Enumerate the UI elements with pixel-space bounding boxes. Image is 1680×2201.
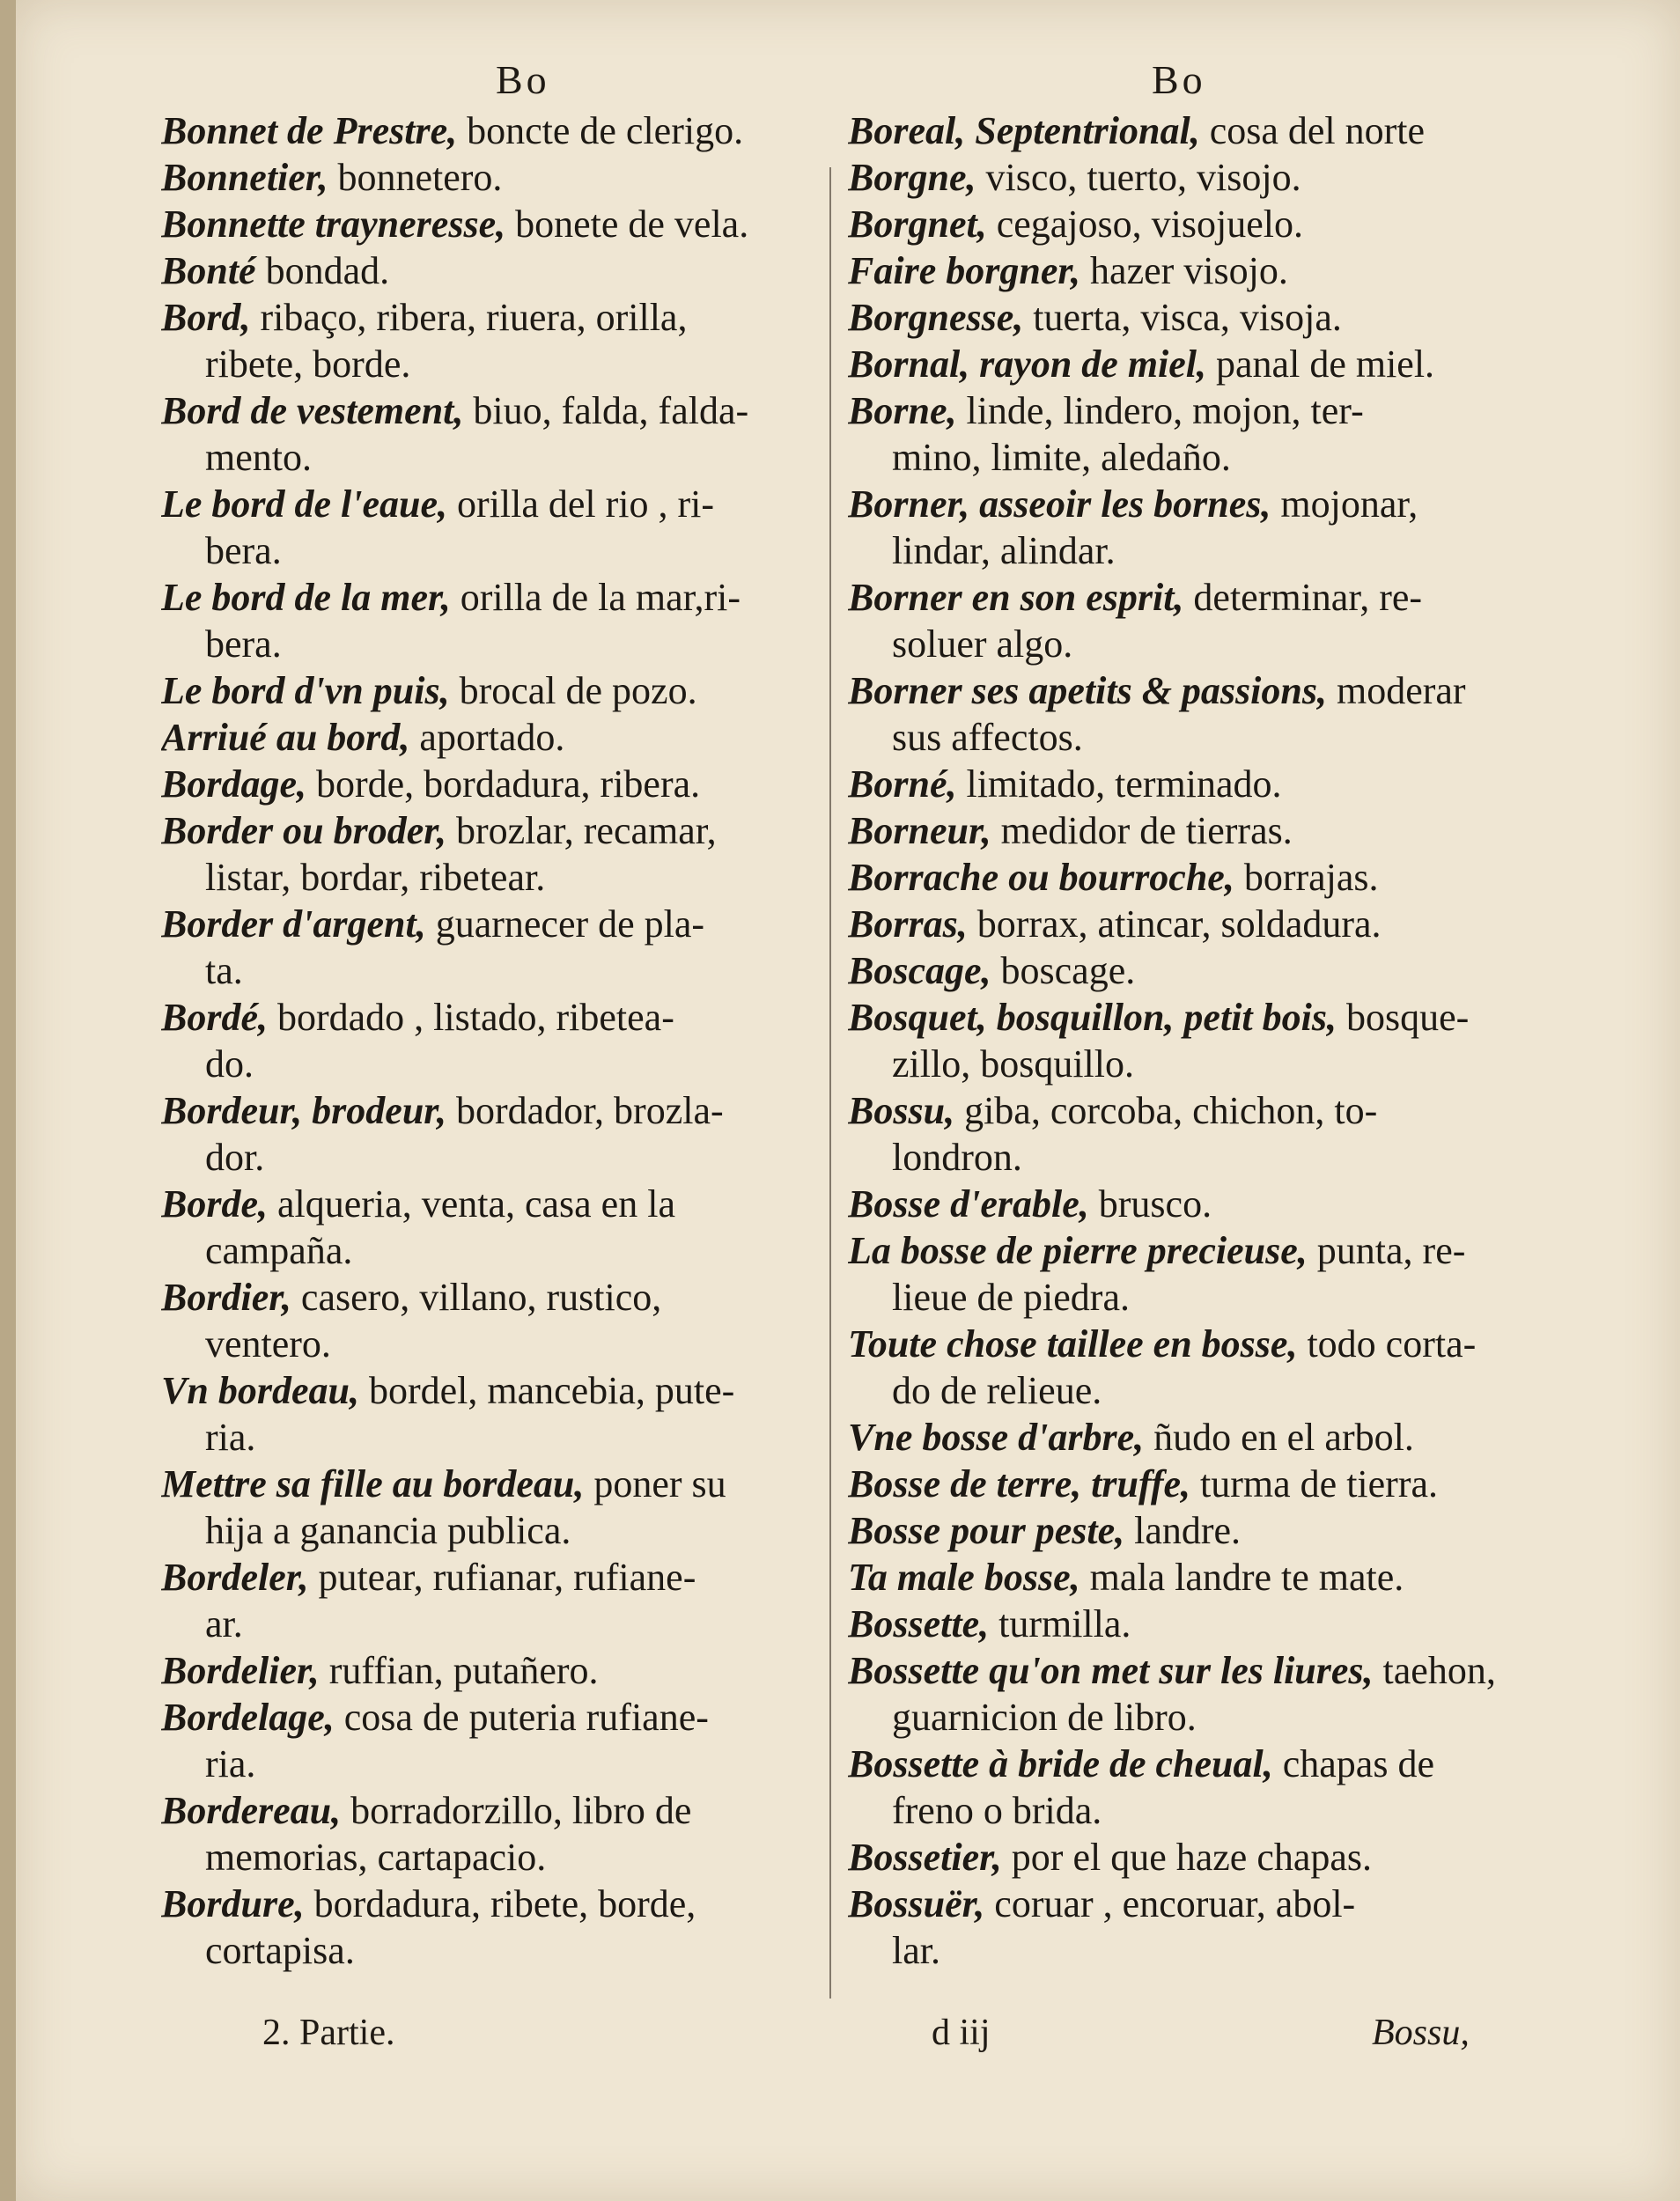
running-head-left: Bo xyxy=(496,57,550,102)
entry-translation: ria. xyxy=(205,1742,256,1785)
entry-continuation-line xyxy=(161,621,822,667)
entry-headword: Bonnetier, xyxy=(161,156,328,199)
dictionary-entry xyxy=(161,154,822,201)
dictionary-page xyxy=(16,0,1680,2201)
dictionary-entry xyxy=(848,154,1499,201)
entry-headword: Mettre sa fille au bordeau, xyxy=(161,1462,585,1505)
dictionary-entry xyxy=(848,1414,1499,1461)
entry-first-line xyxy=(161,761,822,807)
entry-first-line xyxy=(848,1601,1499,1647)
entry-headword: Bossette, xyxy=(848,1602,990,1645)
entry-first-line xyxy=(161,1694,822,1741)
entry-first-line xyxy=(161,247,822,294)
dictionary-entry xyxy=(161,1367,822,1461)
entry-headword: Borné, xyxy=(848,762,957,806)
entry-first-line xyxy=(848,1647,1499,1694)
entry-translation: boscage. xyxy=(1000,949,1136,992)
dictionary-entry xyxy=(848,1601,1499,1647)
entry-translation: casero, villano, rustico, xyxy=(300,1276,662,1319)
entry-first-line xyxy=(161,807,822,854)
entry-first-line xyxy=(848,341,1499,387)
entry-translation: lieue de piedra. xyxy=(892,1276,1130,1319)
entry-translation: bordado , listado, ribetea- xyxy=(277,996,674,1039)
entry-first-line xyxy=(848,947,1499,994)
dictionary-entry xyxy=(848,1461,1499,1507)
entry-first-line xyxy=(848,574,1499,621)
entry-translation: biuo, falda, falda- xyxy=(473,389,749,432)
entry-first-line xyxy=(161,667,822,714)
dictionary-entry xyxy=(848,1087,1499,1181)
entry-headword: Bossetier, xyxy=(848,1836,1002,1879)
entry-translation: do de relieue. xyxy=(892,1369,1102,1412)
dictionary-entry xyxy=(161,761,822,807)
entry-headword: Le bord de la mer, xyxy=(161,576,451,619)
footer-part: 2. Partie. xyxy=(262,2013,395,2053)
dictionary-entry xyxy=(848,341,1499,387)
dictionary-entry xyxy=(161,481,822,574)
dictionary-entry xyxy=(848,1881,1499,1974)
entry-continuation-line xyxy=(848,1041,1499,1087)
entry-headword: Bord de vestement, xyxy=(161,389,464,432)
entry-translation: bonete de vela. xyxy=(515,202,749,246)
entry-continuation-line xyxy=(161,1414,822,1461)
dictionary-entry xyxy=(848,1507,1499,1554)
entry-first-line xyxy=(848,1741,1499,1787)
dictionary-entry xyxy=(848,1181,1499,1227)
entry-first-line xyxy=(161,1274,822,1321)
dictionary-entry xyxy=(161,1181,822,1274)
entry-translation: bera. xyxy=(205,622,282,666)
entry-first-line xyxy=(848,761,1499,807)
entry-translation: coruar , encoruar, abol- xyxy=(994,1882,1356,1925)
entry-first-line xyxy=(848,1181,1499,1227)
entry-first-line xyxy=(848,1227,1499,1274)
entry-translation: poner su xyxy=(593,1462,726,1505)
dictionary-entry xyxy=(848,667,1499,761)
entry-headword: Bordure, xyxy=(161,1882,305,1925)
dictionary-entry xyxy=(848,247,1499,294)
entry-headword: Bordé, xyxy=(161,996,268,1039)
entry-continuation-line xyxy=(848,1787,1499,1834)
dictionary-entry xyxy=(848,1321,1499,1414)
entry-translation: todo corta- xyxy=(1307,1322,1477,1366)
entry-translation: taehon, xyxy=(1382,1649,1496,1692)
dictionary-entry xyxy=(848,901,1499,947)
entry-continuation-line xyxy=(848,621,1499,667)
entry-translation: limitado, terminado. xyxy=(966,762,1282,806)
entry-first-line xyxy=(848,807,1499,854)
entry-translation: listar, bordar, ribetear. xyxy=(205,856,546,899)
entry-translation: soluer algo. xyxy=(892,622,1073,666)
entry-translation: medidor de tierras. xyxy=(1000,809,1293,852)
left-column xyxy=(161,107,822,1974)
entry-headword: Borde, xyxy=(161,1182,268,1226)
entry-headword: Bossu, xyxy=(848,1089,955,1132)
entry-headword: Ta male bosse, xyxy=(848,1556,1080,1599)
entry-headword: Bordeler, xyxy=(161,1556,309,1599)
entry-translation: ta. xyxy=(205,949,243,992)
entry-first-line xyxy=(161,387,822,434)
entry-first-line xyxy=(848,1087,1499,1134)
entry-headword: Vn bordeau, xyxy=(161,1369,359,1412)
entry-translation: bera. xyxy=(205,529,282,572)
entry-translation: giba, corcoba, chichon, to- xyxy=(964,1089,1378,1132)
dictionary-entry xyxy=(848,574,1499,667)
running-head-right: Bo xyxy=(1152,57,1206,102)
entry-headword: La bosse de pierre precieuse, xyxy=(848,1229,1308,1272)
entry-continuation-line xyxy=(161,1134,822,1181)
entry-translation: freno o brida. xyxy=(892,1789,1102,1832)
entry-first-line xyxy=(161,994,822,1041)
entry-first-line xyxy=(161,201,822,247)
entry-continuation-line xyxy=(161,1834,822,1881)
entry-first-line xyxy=(848,247,1499,294)
dictionary-entry xyxy=(161,1274,822,1367)
entry-headword: Bordelage, xyxy=(161,1696,335,1739)
dictionary-entry xyxy=(161,901,822,994)
entry-translation: borradorzillo, libro de xyxy=(350,1789,692,1832)
right-column xyxy=(848,107,1499,1974)
entry-translation: borrajas. xyxy=(1243,856,1379,899)
entry-continuation-line xyxy=(161,1041,822,1087)
entry-first-line xyxy=(161,154,822,201)
entry-headword: Bordage, xyxy=(161,762,306,806)
entry-translation: guarnecer de pla- xyxy=(435,902,705,946)
entry-continuation-line xyxy=(848,1274,1499,1321)
entry-continuation-line xyxy=(848,1134,1499,1181)
entry-continuation-line xyxy=(161,1927,822,1974)
entry-translation: mala landre te mate. xyxy=(1089,1556,1404,1599)
entry-translation: hija a ganancia publica. xyxy=(205,1509,571,1552)
entry-headword: Borne, xyxy=(848,389,957,432)
entry-translation: do. xyxy=(205,1042,254,1086)
dictionary-entry xyxy=(161,247,822,294)
entry-continuation-line xyxy=(161,1601,822,1647)
entry-translation: borde, bordadura, ribera. xyxy=(316,762,701,806)
dictionary-entry xyxy=(848,947,1499,994)
entry-translation: orilla de la mar,ri- xyxy=(460,576,741,619)
entry-translation: mino, limite, aledaño. xyxy=(892,436,1231,479)
entry-headword: Bonnette trayneresse, xyxy=(161,202,506,246)
entry-translation: turma de tierra. xyxy=(1200,1462,1439,1505)
entry-headword: Bonté xyxy=(161,249,256,292)
entry-headword: Toute chose taillee en bosse, xyxy=(848,1322,1298,1366)
entry-headword: Bosse d'erable, xyxy=(848,1182,1089,1226)
dictionary-entry xyxy=(161,1647,822,1694)
dictionary-entry xyxy=(848,107,1499,154)
entry-translation: aportado. xyxy=(419,716,565,759)
entry-first-line xyxy=(161,1181,822,1227)
entry-continuation-line xyxy=(848,527,1499,574)
entry-translation: panal de miel. xyxy=(1216,342,1435,386)
dictionary-entry xyxy=(161,1787,822,1881)
entry-first-line xyxy=(161,1881,822,1927)
entry-translation: putear, rufianar, rufiane- xyxy=(318,1556,696,1599)
entry-continuation-line xyxy=(161,947,822,994)
entry-first-line xyxy=(848,1834,1499,1881)
entry-continuation-line xyxy=(848,1694,1499,1741)
entry-translation: boncte de clerigo. xyxy=(467,109,744,152)
entry-translation: lindar, alindar. xyxy=(892,529,1116,572)
entry-translation: dor. xyxy=(205,1136,265,1179)
entry-continuation-line xyxy=(848,1367,1499,1414)
entry-translation: brocal de pozo. xyxy=(459,669,697,712)
entry-continuation-line xyxy=(848,434,1499,481)
entry-first-line xyxy=(848,667,1499,714)
entry-first-line xyxy=(161,481,822,527)
entry-first-line xyxy=(161,1554,822,1601)
dictionary-entry xyxy=(161,574,822,667)
dictionary-entry xyxy=(848,387,1499,481)
entry-translation: por el que haze chapas. xyxy=(1011,1836,1373,1879)
entry-translation: tuerta, visca, visoja. xyxy=(1033,296,1342,339)
entry-continuation-line xyxy=(161,1321,822,1367)
entry-translation: cortapisa. xyxy=(205,1929,355,1972)
entry-headword: Borner, asseoir les bornes, xyxy=(848,482,1271,526)
entry-headword: Bordier, xyxy=(161,1276,291,1319)
entry-translation: punta, re- xyxy=(1316,1229,1466,1272)
entry-continuation-line xyxy=(161,1741,822,1787)
dictionary-entry xyxy=(848,1834,1499,1881)
dictionary-entry xyxy=(161,1881,822,1974)
entry-translation: sus affectos. xyxy=(892,716,1083,759)
entry-first-line xyxy=(161,1087,822,1134)
entry-headword: Bossuër, xyxy=(848,1882,985,1925)
entry-headword: Borgnesse, xyxy=(848,296,1024,339)
dictionary-entry xyxy=(848,1554,1499,1601)
entry-headword: Bordereau, xyxy=(161,1789,342,1832)
entry-translation: cosa de puteria rufiane- xyxy=(343,1696,709,1739)
entry-first-line xyxy=(848,1461,1499,1507)
entry-translation: turmilla. xyxy=(998,1602,1131,1645)
entry-translation: campaña. xyxy=(205,1229,353,1272)
entry-headword: Boscage, xyxy=(848,949,991,992)
entry-translation: memorias, cartapacio. xyxy=(205,1836,547,1879)
entry-translation: bonnetero. xyxy=(337,156,503,199)
entry-headword: Border d'argent, xyxy=(161,902,426,946)
entry-headword: Bosquet, bosquillon, petit bois, xyxy=(848,996,1337,1039)
entry-first-line xyxy=(848,1414,1499,1461)
dictionary-entry xyxy=(848,1741,1499,1834)
entry-first-line xyxy=(161,901,822,947)
entry-first-line xyxy=(848,154,1499,201)
dictionary-entry xyxy=(848,807,1499,854)
entry-headword: Faire borgner, xyxy=(848,249,1081,292)
entry-translation: bordel, mancebia, pute- xyxy=(368,1369,735,1412)
entry-translation: zillo, bosquillo. xyxy=(892,1042,1134,1086)
entry-headword: Bosse pour peste, xyxy=(848,1509,1125,1552)
entry-continuation-line xyxy=(848,1927,1499,1974)
dictionary-entry xyxy=(161,387,822,481)
entry-continuation-line xyxy=(161,1227,822,1274)
entry-headword: Vne bosse d'arbre, xyxy=(848,1416,1145,1459)
entry-first-line xyxy=(161,574,822,621)
dictionary-entry xyxy=(848,1227,1499,1321)
entry-headword: Borner en son esprit, xyxy=(848,576,1184,619)
entry-translation: hazer visojo. xyxy=(1090,249,1288,292)
dictionary-entry xyxy=(161,107,822,154)
dictionary-entry xyxy=(161,201,822,247)
entry-first-line xyxy=(848,294,1499,341)
entry-first-line xyxy=(161,1647,822,1694)
footer-catchword: Bossu, xyxy=(1372,2013,1470,2053)
entry-headword: Boreal, Septentrional, xyxy=(848,109,1200,152)
entry-first-line xyxy=(161,714,822,761)
entry-headword: Arriué au bord, xyxy=(161,716,410,759)
entry-first-line xyxy=(848,854,1499,901)
entry-translation: determinar, re- xyxy=(1193,576,1423,619)
entry-headword: Bossette qu'on met sur les liures, xyxy=(848,1649,1374,1692)
dictionary-entry xyxy=(848,1647,1499,1741)
entry-continuation-line xyxy=(161,854,822,901)
dictionary-entry xyxy=(161,294,822,387)
entry-headword: Bosse de terre, truffe, xyxy=(848,1462,1191,1505)
entry-first-line xyxy=(848,1321,1499,1367)
entry-first-line xyxy=(161,107,822,154)
entry-translation: ribaço, ribera, riuera, orilla, xyxy=(260,296,688,339)
entry-translation: brusco. xyxy=(1098,1182,1212,1226)
entry-first-line xyxy=(848,387,1499,434)
entry-headword: Borgne, xyxy=(848,156,976,199)
entry-translation: cosa del norte xyxy=(1209,109,1426,152)
entry-translation: visco, tuerto, visojo. xyxy=(985,156,1301,199)
dictionary-entry xyxy=(848,761,1499,807)
entry-headword: Le bord de l'eaue, xyxy=(161,482,448,526)
dictionary-entry xyxy=(848,854,1499,901)
dictionary-entry xyxy=(161,807,822,901)
entry-headword: Borrache ou bourroche, xyxy=(848,856,1234,899)
page-gutter xyxy=(0,0,16,2201)
entry-translation: chapas de xyxy=(1282,1742,1434,1785)
column-divider xyxy=(829,167,831,1999)
entry-translation: moderar xyxy=(1336,669,1466,712)
entry-translation: ribete, borde. xyxy=(205,342,411,386)
entry-translation: alqueria, venta, casa en la xyxy=(277,1182,675,1226)
footer-signature: d iij xyxy=(932,2013,991,2053)
entry-translation: bordador, brozla- xyxy=(455,1089,724,1132)
entry-headword: Bordeur, brodeur, xyxy=(161,1089,446,1132)
dictionary-entry xyxy=(848,481,1499,574)
entry-continuation-line xyxy=(161,341,822,387)
entry-continuation-line xyxy=(848,714,1499,761)
entry-first-line xyxy=(848,201,1499,247)
dictionary-entry xyxy=(848,994,1499,1087)
entry-headword: Le bord d'vn puis, xyxy=(161,669,450,712)
entry-first-line xyxy=(161,1787,822,1834)
entry-first-line xyxy=(161,1367,822,1414)
entry-headword: Bordelier, xyxy=(161,1649,320,1692)
entry-first-line xyxy=(848,1507,1499,1554)
entry-headword: Borras, xyxy=(848,902,968,946)
dictionary-entry xyxy=(161,994,822,1087)
dictionary-entry xyxy=(848,294,1499,341)
entry-continuation-line xyxy=(161,434,822,481)
entry-headword: Bonnet de Prestre, xyxy=(161,109,458,152)
entry-translation: cegajoso, visojuelo. xyxy=(996,202,1303,246)
dictionary-entry xyxy=(161,1087,822,1181)
entry-translation: bordadura, ribete, borde, xyxy=(313,1882,696,1925)
entry-translation: guarnicion de libro. xyxy=(892,1696,1197,1739)
entry-headword: Border ou broder, xyxy=(161,809,446,852)
entry-translation: mento. xyxy=(205,436,312,479)
entry-translation: orilla del rio , ri- xyxy=(457,482,715,526)
entry-translation: landre. xyxy=(1134,1509,1242,1552)
entry-translation: borrax, atincar, soldadura. xyxy=(976,902,1382,946)
entry-headword: Borgnet, xyxy=(848,202,987,246)
entry-headword: Borner ses apetits & passions, xyxy=(848,669,1327,712)
entry-first-line xyxy=(848,901,1499,947)
entry-translation: ria. xyxy=(205,1416,256,1459)
entry-translation: ñudo en el arbol. xyxy=(1153,1416,1414,1459)
dictionary-entry xyxy=(161,1554,822,1647)
dictionary-entry xyxy=(161,1461,822,1554)
dictionary-entry xyxy=(161,714,822,761)
entry-headword: Borneur, xyxy=(848,809,991,852)
entry-translation: brozlar, recamar, xyxy=(455,809,717,852)
entry-translation: mojonar, xyxy=(1280,482,1418,526)
dictionary-entry xyxy=(161,1694,822,1787)
entry-first-line xyxy=(161,294,822,341)
entry-first-line xyxy=(848,481,1499,527)
entry-first-line xyxy=(161,1461,822,1507)
entry-translation: lar. xyxy=(892,1929,940,1972)
entry-first-line xyxy=(848,1881,1499,1927)
entry-continuation-line xyxy=(161,527,822,574)
entry-headword: Bossette à bride de cheual, xyxy=(848,1742,1273,1785)
entry-first-line xyxy=(848,107,1499,154)
entry-headword: Bornal, rayon de miel, xyxy=(848,342,1207,386)
dictionary-entry xyxy=(161,667,822,714)
entry-first-line xyxy=(848,1554,1499,1601)
entry-translation: bondad. xyxy=(265,249,390,292)
entry-translation: londron. xyxy=(892,1136,1022,1179)
entry-translation: ventero. xyxy=(205,1322,331,1366)
entry-translation: bosque- xyxy=(1345,996,1470,1039)
entry-translation: ar. xyxy=(205,1602,243,1645)
entry-translation: ruffian, putañero. xyxy=(328,1649,599,1692)
entry-first-line xyxy=(848,994,1499,1041)
entry-headword: Bord, xyxy=(161,296,251,339)
dictionary-entry xyxy=(848,201,1499,247)
entry-translation: linde, lindero, mojon, ter- xyxy=(966,389,1364,432)
entry-continuation-line xyxy=(161,1507,822,1554)
